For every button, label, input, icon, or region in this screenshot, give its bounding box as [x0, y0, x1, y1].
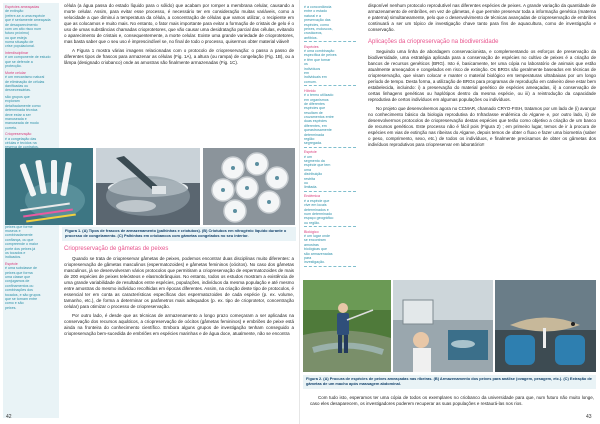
figure-1a-photo [5, 148, 93, 225]
right-bottom-text [310, 395, 594, 410]
glossary-term: Espécie [5, 261, 18, 266]
glossary-entry [304, 150, 356, 192]
figure-2a-photo [303, 280, 391, 372]
glossary-entry [304, 89, 356, 148]
glossary-term: Espécie [304, 150, 317, 155]
glossary-definition: de extinção (refere-se a uma espécie que é seriamente ameaçada de desaparecimento com um alto risco num futuro próximo) ou que esteja numa situação de crise populacional. [5, 9, 51, 49]
glossary-entry [5, 71, 57, 93]
glossary-term: Interdisciplinar [5, 51, 29, 56]
figure-2b-photo [393, 280, 493, 372]
page-number-left: 42 [6, 414, 12, 420]
right-paragraph: disponível nenhum protocolo reprodutível nas diferentes espécies de peixes. A grande variação da quantidade de armazenamento de embriões, em vez de gâmetas, é que permite preservar toda a informação genética (materna e paterna) simultaneamente, pelo que o desenvolvimento de técnicas avançadas de criopreservação de embriões continuará a ser um tópico de investigação chave tanto para fins de aquacultura, como de investigação e conservação. [368, 3, 596, 33]
figure-2-caption: Figura 2. (A) Procura de espécies de peixes ameaçadas nas ribeiras. (B) Armazenamento dos peixes para análise (ovagem, pesagem, etc.). (C) Extração de gâmetas de um macho após massagem abdominal. [303, 375, 596, 389]
glossary-term: Morte celular [5, 70, 26, 75]
section-heading: Aplicações da criopreservação na biodiversidade [368, 39, 499, 46]
figure-1c-photo [203, 148, 295, 225]
glossary-entry [5, 5, 57, 49]
glossary-definition: é um segmento da espécie que tem uma distribuição restrita ou limitada. [304, 154, 331, 190]
right-top-text [368, 3, 596, 151]
section-heading: Criopreservação de gâmetas de peixes [64, 246, 169, 252]
left-paragraph: Quando se trata de criopreservar gâmetas de peixes, podemos encontrar duas disciplinas muito diferentes: a criopreservação de gâmetas masculinos (espermatozoides) e gâmetas femininos (oócitos). No caso dos gâmetas masculinos, já se desenvolveram vários protocolos que permitiram a criopreservação de espermatozoides de mais de 200 espécies de peixes teleósteos e elasmobrânquios. No entanto, todos os estudos mostram a existência de uma grande variabilidade de resultados entre espécies, populações, indivíduos da mesma população e até mesmo entre amostras do mesmo indivíduo recolhidas em épocas diferentes. Assim, na criação deste tipo de protocolos, é essencial ter em conta as características específicas dos espermatozoides de cada espécie (p. ex. volume, tamanho, etc.), de forma a determinar os parâmetros mais adequados (p. ex. tipo de crioprotetor, concentração celular) para otimizar o processo de criopreservação. [64, 256, 294, 310]
left-paragraph: Por outro lado, é desde que as técnicas de armazenamento a longo prazo começaram a ser aplicadas na conservação dos recursos aquáticos, a criopreservação de oócitos (gâmetas femininos) e embriões de peixe está ainda na fronteira do conhecimento científico. Embora alguns grupos de investigação tenham conseguido a criopreservação bem-sucedida de embriões em espécies marinhas e de água doce, atualmente, não se encontra [64, 312, 294, 336]
glossary-entry [5, 51, 57, 69]
figure-1-caption: Figura 1. (A) Tipos de frascos de armazenamento (palhinhas e criotubos). (B) Criotubos em nitrogénio líquido durante o processo de congelamento. (C) Palhinhas em criobancos com gâmetas congelados no seu interior. [62, 227, 296, 241]
figure-1b-photo [96, 148, 200, 225]
glossary-definition: é um lugar onde se encontram amostras biológicas que são armazenadas para investigação. [304, 234, 333, 265]
glossary-entry [304, 230, 356, 267]
glossary-entry [304, 45, 356, 87]
glossary-term: Endémica [304, 194, 320, 199]
right-paragraph: Com tudo isto, esperamos ter uma cópia de todos os exemplares no criobanco da universidade para que, num futuro não muito longe, caso eles desaparecem, os investigadores poderem recuperar as suas populações e restaurá-las nos rios. [310, 395, 594, 407]
glossary-definition: é uma subclasse de peixes que forma uma classe que conjugamos de confinamentos ou combinações dos tocados, e são grupos que se tornam entre como e são peixes. [5, 266, 41, 310]
glossary-term: Híbrido [304, 88, 316, 93]
left-paragraph: A Figura 1 mostra várias imagens relacionadas com o protocolo de criopreservação: o passo a passo de diferentes tipos de frascos para armazenar as células (Fig. 1A), a altura (ou rampa) de congelação (Fig. 1B), ou a lâmpa (designado criobanco) onde as amostras são finalmente armazenadas (Fig. 1C). [64, 47, 294, 65]
right-paragraph: Seguindo uma linha de abordagem conservacionista, e complementando os esforços de preservação da biodiversidade, uma estratégia aplicada para a conservação de espécies no cultivo de peixes é a criação de bancos de recursos genéticos (BRG). Isto é, basicamente, ter uma cópia no laboratório de animais que estão atualmente ameaçados e congelados em risco de extinção. Os BRGs são geralmente baseados em técnicas de criopreservação, que visam colocar e manter o material biológico em temperaturas ultrabaixas por um longo período de tempo. Desta forma, a utilização de BRGs para programas de reprodução em cativeiro deve estar bem estabelecida, incluindo: i) a preservação do material genético de espécies ameaçadas, ii) a conservação de certas linhagens genéticas ou haplótipos dentro da mesma espécie, ou iii) a reintrodução da capacidade reprodutiva de certos indivíduos em algumas populações ou indivíduos. [368, 49, 596, 103]
left-top-text [64, 3, 294, 68]
glossary-entry [304, 194, 356, 227]
glossary-definition: são grupos que exploram detalhadamente como determinada técnica deve estar a ser manuseada e manuseada de modo correto. [5, 95, 41, 130]
left-bottom-text [64, 245, 294, 339]
figure-2c-photo [495, 280, 596, 372]
glossary-term: Criopreservação [5, 132, 32, 137]
glossary-definition: peixes que forme museus e combinadamente confiança, ou que compreende o maior porte dos peixes já os tocados e indicados. [5, 224, 38, 260]
glossary-term: Espécies [304, 44, 319, 49]
glossary-definition: é a concordância entre o estado natural e a preservação das espécies, como peixes, moluscos, crustáceos, anfíbios. [304, 5, 333, 40]
page-gutter [299, 0, 300, 424]
left-paragraph: célula (a água passa do estado líquido para o sólido) que acabam por romper a membrana celular, causando a morte celular. Assim, para evitar esse processo, é necessário ter em consideração muitas variáveis, como a velocidade a que diminui a temperatura da célula, a concentração de células que vamos utilizar, o recipiente em que as colocamos e muito mais. No entanto, o fator mais importante para evitar a formação de cristais de gelo é o uso de umas substâncias chamadas crioprotetores, que vão causar uma desidratação parcial das células, evitando o aparecimento de cristais e, consequentemente, a morte celular. Existe uma grande variedade de crioprotetores, mas basta saber que o seu uso é imprescindível se, no final de todo o processo, quisermos obter material viável! [64, 3, 294, 45]
glossary-definition: é uma combinação específica de peixes e têm que tornar os indivíduos em individuais em comum. [304, 49, 337, 84]
page-number-right: 43 [586, 414, 592, 420]
glossary-definition: é o termo utilizado em organismos de diferentes espécies que resultam de cruzamentos entre duas espécies diferentes, em queastrosamente determinada região: segregada. [304, 93, 334, 146]
glossary-term: Biológico [304, 229, 319, 234]
glossary-definition: é um mecanismo natural de eliminação de células danificadas ou desnecessárias. [5, 75, 45, 93]
glossary-definition: é a espécie que vive em locais determinados e num determinado espaço geográfico ou região. [304, 198, 334, 225]
glossary-definition: é a congelação das células e tecidos na [5, 136, 37, 146]
glossary-definition: é um componente de estudo que se defende a protecção. [5, 55, 51, 69]
right-paragraph: No projeto que desenvolvemos agora no CCMAR, chamado CRYO-FISH, tratamos por um lado de (i) avançar no conhecimento básico da biologia reprodutiva do Infraclasse endémica do Algarve e, por outro lado, ii) de desenvolvermos protocolos de criopreservação destas espécies que terão como objetivo a criação de um banco de recursos genéticos. Este processo não é fácil pois (Figura 2) ; em primeiro lugar, temos de ir à procura de espécies em vias de extinção nas ribeiras do Algarve, depois temos de obter o fluxo e fazer uma biometria (saber o peso, comprimento, sexo, etc.) de todos os indivíduos, e finalmente precisamos de obter os gâmetas dos indivíduos reprodutivos para criopreservar em laboratório!! [368, 105, 596, 147]
glossary-entry [304, 5, 356, 42]
glossary-entry [5, 95, 57, 130]
glossary-entry [5, 262, 57, 310]
glossary-term: Espécies ameaçadas [5, 5, 40, 9]
